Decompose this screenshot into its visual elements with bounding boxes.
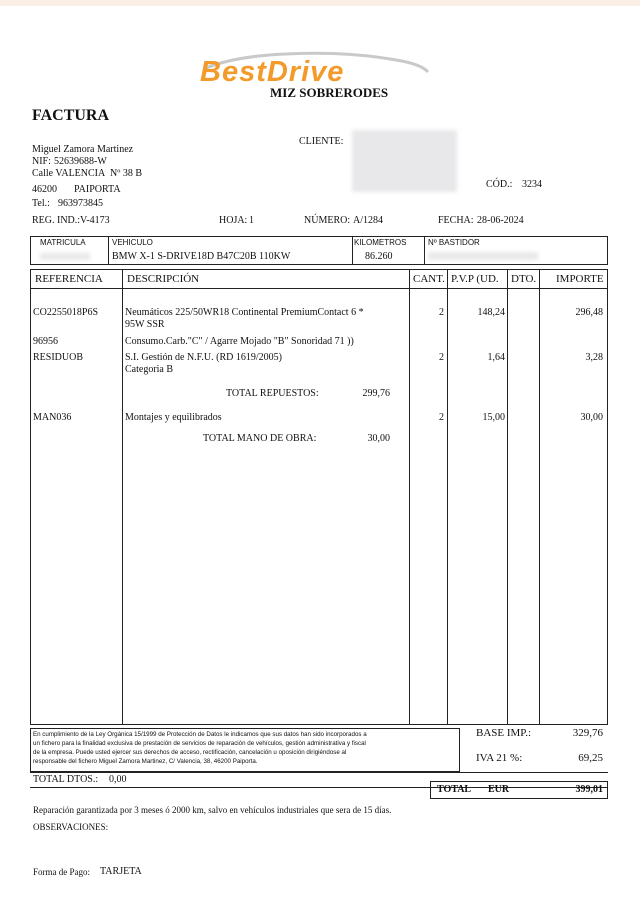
labor-importe: 30,00 [580, 412, 603, 423]
vehiculo-label: VEHICULO [112, 238, 153, 247]
table-row-ref: 96956 [33, 336, 58, 347]
table-row-desc: Consumo.Carb."C" / Agarre Mojado "B" Sonoridad 71 )) [125, 336, 354, 347]
iva-label: IVA 21 %: [476, 752, 523, 764]
labor-desc: Montajes y equilibrados [125, 412, 222, 423]
header-dto: DTO. [511, 273, 537, 285]
logo-text: BestDrive [200, 56, 345, 88]
table-row-ref: RESIDUOB [33, 352, 84, 363]
issuer-postal-code: 46200 [32, 184, 57, 195]
table-row-importe: 296,48 [575, 307, 603, 318]
labor-pvp: 15,00 [482, 412, 505, 423]
reg-ind: REG. IND.:V-4173 [32, 215, 110, 226]
client-label: CLIENTE: [299, 136, 344, 147]
table-row-desc: Neumáticos 225/50WR18 Continental PremiumContact 6 * [125, 307, 364, 318]
warranty-text: Reparación garantizada por 3 meses ó 2000 km, salvo en vehículos industriales que sera de 15 días. [33, 805, 392, 815]
bastidor-redacted [428, 252, 538, 260]
km-label: KILOMETROS [354, 238, 407, 247]
labor-cant: 2 [439, 412, 444, 423]
issuer-nif: 52639688-W [54, 156, 107, 167]
total-dtos-value: 0,00 [109, 774, 127, 785]
company-subtitle: MIZ SOBRERODES [270, 85, 389, 100]
legal-notice-line: un fichero para la finalidad exclusiva de prestación de servicios de reparación de vehículos, gestión administrativa y fiscal [33, 740, 366, 747]
numero-value: A/1284 [353, 215, 383, 226]
table-row-cant: 2 [439, 352, 444, 363]
matricula-label: MATRICULA [40, 238, 86, 247]
vehiculo-value: BMW X-1 S-DRIVE18D B47C20B 110KW [112, 251, 291, 262]
bestdrive-logo [196, 48, 434, 88]
total-mano-obra-value: 30,00 [367, 433, 390, 444]
issuer-city: PAIPORTA [74, 184, 121, 195]
hoja-value: 1 [249, 215, 254, 226]
total-repuestos-value: 299,76 [362, 388, 390, 399]
header-cantidad: CANT. [413, 273, 445, 285]
table-row-cant: 2 [439, 307, 444, 318]
total-dtos-label: TOTAL DTOS.: [33, 774, 99, 785]
document-title: FACTURA [32, 107, 110, 124]
table-row-desc: 95W SSR [125, 319, 165, 330]
payment-value: TARJETA [100, 866, 142, 877]
grand-total-currency: EUR [488, 784, 510, 795]
header-descripcion: DESCRIPCIÓN [127, 273, 200, 285]
km-value: 86.260 [365, 251, 393, 262]
table-row-desc: Categoria B [125, 364, 174, 375]
grand-total-label: TOTAL [437, 784, 472, 795]
base-imponible-value: 329,76 [572, 727, 603, 739]
header-pvp: P.V.P (UD. [451, 273, 499, 285]
observaciones-label: OBSERVACIONES: [33, 822, 109, 832]
payment-label: Forma de Pago: [33, 867, 90, 877]
cod-label: CÓD.: [486, 179, 513, 190]
table-row-pvp: 148,24 [477, 307, 505, 318]
legal-notice-line: de la empresa. Puede usted ejercer sus derechos de acceso, rectificación, cancelación u oposición dirigiéndose al [33, 749, 347, 756]
fecha-label: FECHA: [438, 215, 474, 226]
client-redacted [352, 130, 457, 192]
fecha-value: 28-06-2024 [477, 215, 524, 226]
numero-label: NÚMERO: [304, 215, 351, 226]
cod-value: 3234 [522, 179, 542, 190]
top-band [0, 0, 640, 6]
total-mano-obra-label: TOTAL MANO DE OBRA: [203, 433, 317, 444]
issuer-street-no: Nº 38 B [110, 168, 142, 179]
grand-total-value: 399,01 [575, 784, 603, 795]
issuer-nif-label: NIF: [32, 156, 51, 167]
table-row-importe: 3,28 [585, 352, 603, 363]
hoja-label: HOJA: [219, 215, 248, 226]
issuer-tel-label: Tel.: [32, 198, 50, 209]
table-row-ref: CO2255018P6S [33, 307, 99, 318]
table-row-desc: S.I. Gestión de N.F.U. (RD 1619/2005) [125, 352, 282, 363]
labor-ref: MAN036 [33, 412, 72, 423]
table-row-pvp: 1,64 [487, 352, 505, 363]
issuer-name: Miguel Zamora Martinez [32, 144, 134, 155]
issuer-tel: 963973845 [58, 198, 103, 209]
issuer-street: Calle VALENCIA [32, 168, 106, 179]
iva-value: 69,25 [578, 752, 603, 764]
bastidor-label: Nº BASTIDOR [428, 238, 480, 247]
legal-notice-line: responsable del fichero Miguel Zamora Martinez, C/ Valencia, 38, 46200 Paiporta. [33, 758, 258, 765]
legal-notice-line: En cumplimiento de la Ley Orgánica 15/1999 de Protección de Datos le indicamos que sus datos han sido incorporados a [33, 731, 367, 738]
matricula-redacted [40, 253, 90, 260]
header-referencia: REFERENCIA [35, 273, 103, 285]
total-repuestos-label: TOTAL REPUESTOS: [226, 388, 319, 399]
base-imponible-label: BASE IMP.: [476, 727, 532, 739]
header-importe: IMPORTE [556, 273, 604, 285]
